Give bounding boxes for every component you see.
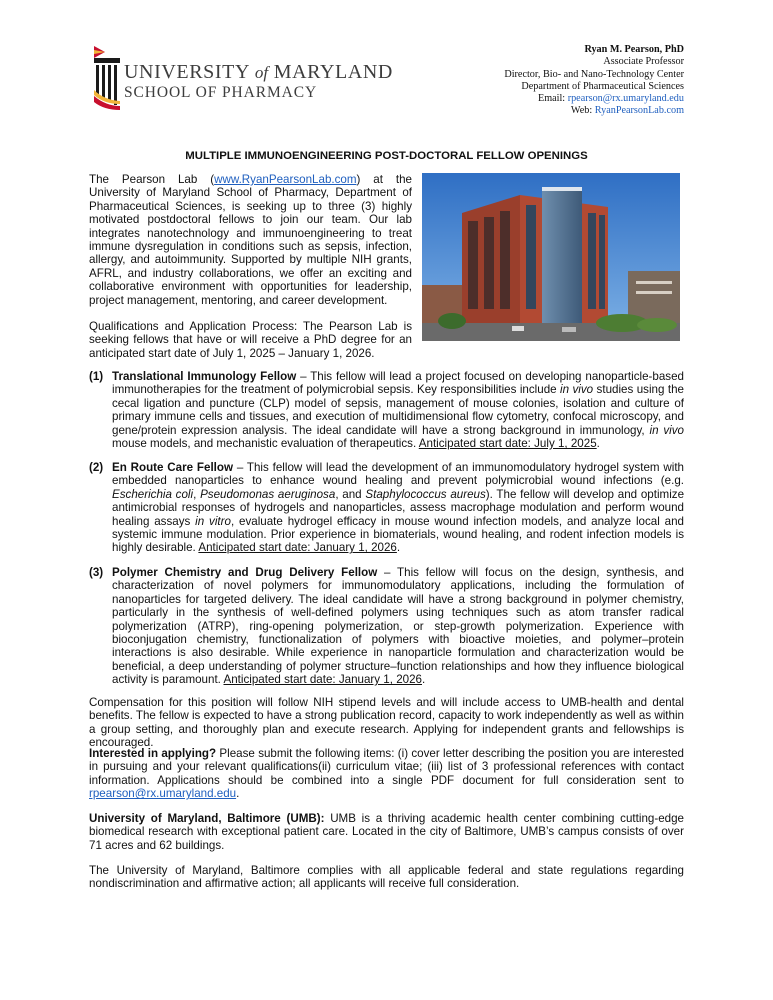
logo-university-text: UNIVERSITY of MARYLAND (124, 61, 393, 83)
header-email-line: Email: rpearson@rx.umaryland.edu (537, 93, 684, 105)
position-2-start-date: Anticipated start date: January 1, 2026 (198, 541, 397, 555)
header-web-link[interactable]: RyanPearsonLab.com (594, 105, 684, 117)
position-3-start-date: Anticipated start date: January 1, 2026 (223, 673, 422, 687)
umb-paragraph: University of Maryland, Baltimore (UMB): UMB is a thriving academic health center combining cutting-edge biomedical research with exceptional patient care. Located in the city of Baltimore, UMB’s campus consists of over 71 acres and 62 buildings. (89, 812, 684, 852)
position-1-number: (1) (89, 370, 104, 383)
eeo-paragraph: The University of Maryland, Baltimore complies with all applicable federal and state regulations regarding nondiscrimination and affirmative action; all applicants will receive full consideration. (89, 864, 684, 891)
contact-header (504, 44, 684, 118)
position-3: (3) Polymer Chemistry and Drug Delivery Fellow – This fellow will focus on the design, synthesis, and characterization of novel polymers for immunomodulatory applications, including the formulation of nanoparticles for targeted delivery. The ideal candidate will have a strong background in polymer chemistry, particularly in the synthesis of well-defined polymers using techniques such as atom transfer radical polymerization (ATRP), ring-opening polymerization, or step-growth polymerization. Experience with bioconjugation chemistry, functionalization of polymers with bioactive moieties, and polymer–protein interactions is also desirable. While experience in nanoparticle formulation and characterization would be beneficial, a deep understanding of polymer structure–function relationships and how they influence biological activity is paramount. Anticipated start date: January 1, 2026. (89, 566, 684, 687)
main-title: MULTIPLE IMMUNOENGINEERING POST-DOCTORAL FELLOW OPENINGS (185, 150, 588, 162)
building-photo (422, 173, 680, 341)
position-3-title: Polymer Chemistry and Drug Delivery Fellow (112, 566, 378, 579)
shield-logo-icon (92, 44, 122, 110)
apply-paragraph: Interested in applying? Please submit the following items: (i) cover letter describing the position you are interested in pursuing and your relevant qualifications(ii) curriculum vitae; (iii) list of 3 professional references with contact information. Applications should be combined into a single PDF document for full consideration sent to rpearson@rx.umaryland.edu. (89, 747, 685, 801)
logo-school-text: SCHOOL OF PHARMACY (124, 84, 318, 101)
university-logo (92, 44, 393, 112)
position-1: (1) Translational Immunology Fellow – This fellow will lead a project focused on developing nanoparticle-based immunotherapies for the treatment of polymicrobial sepsis. Key responsibilities include in vivo studies using the cecal ligation and puncture (CLP) model of sepsis, management of mouse colonies, isolation and culture of primary immune cells and tissues, and execution of multidimensional flow cytometry, confocal microscopy, and gene/protein expression analysis. The ideal candidate will have a strong background in immunology, in vivo mouse models, and mechanistic evaluation of therapeutics. Anticipated start date: July 1, 2025. (89, 370, 684, 451)
header-email-link[interactable]: rpearson@rx.umaryland.edu (567, 93, 684, 105)
compensation-paragraph: Compensation for this position will follow NIH stipend levels and will include access to UMB-health and dental benefits. The fellow is expected to have a strong publication record, capacity to work independently as well as within a group setting, and thoroughly plan and execute research. Applying for independent grants and fellowships is encouraged. (89, 696, 684, 750)
apply-label: Interested in applying? (89, 747, 217, 760)
header-director: Director, Bio- and Nano-Technology Center (504, 68, 684, 80)
position-3-number: (3) (89, 566, 104, 579)
header-department: Department of Pharmaceutical Sciences (521, 80, 684, 92)
position-2-title: En Route Care Fellow (112, 461, 233, 474)
apply-email-link[interactable]: rpearson@rx.umaryland.edu (89, 787, 237, 801)
intro-paragraph: The Pearson Lab (www.RyanPearsonLab.com) at the University of Maryland School of Pharmacy, Department of Pharmaceutical Sciences, is seeking up to three (3) highly motivated postdoctoral fellows to join our team. Our lab integrates nanotechnology and immunoengineering to treat immune dysregulation in conditions such as sepsis, infection, allergy, and autoimmunity. Supported by multiple NIH grants, AFRL, and industry collaborations, we offer an exciting and collaborative environment with opportunities for leadership, project management, mentoring, and career development. (89, 173, 413, 307)
position-2-number: (2) (89, 461, 104, 474)
lab-website-link[interactable]: www.RyanPearsonLab.com (214, 173, 357, 186)
position-1-title: Translational Immunology Fellow (112, 370, 297, 383)
qualifications-paragraph: Qualifications and Application Process: The Pearson Lab is seeking fellows that have or will receive a PhD degree for an anticipated start date of July 1, 2025 – January 1, 2026. (89, 320, 412, 360)
header-name: Ryan M. Pearson, PhD (584, 44, 684, 55)
position-1-start-date: Anticipated start date: July 1, 2025 (418, 437, 597, 451)
header-title: Associate Professor (603, 56, 684, 68)
umb-label: University of Maryland, Baltimore (UMB): (89, 812, 325, 825)
position-2: (2) En Route Care Fellow – This fellow will lead the development of an immunomodulatory hydrogel system with embedded nanoparticles to enhance wound healing and prevent polymicrobial wound infections (e.g. Escherichia coli, Pseudomonas aeruginosa, and Staphylococcus aureus). The fellow will develop and optimize antimicrobial responses of hydrogels and nanoparticles, assess macrophage modulation and perform wound healing assays in vitro, evaluate hydrogel efficacy in mouse wound infection models, and analyze local and systemic immune modulation. Prior experience in biomaterials, wound healing, and rodent infection models is highly desirable. Anticipated start date: January 1, 2026. (89, 461, 685, 555)
header-web-line: Web: RyanPearsonLab.com (570, 105, 684, 117)
